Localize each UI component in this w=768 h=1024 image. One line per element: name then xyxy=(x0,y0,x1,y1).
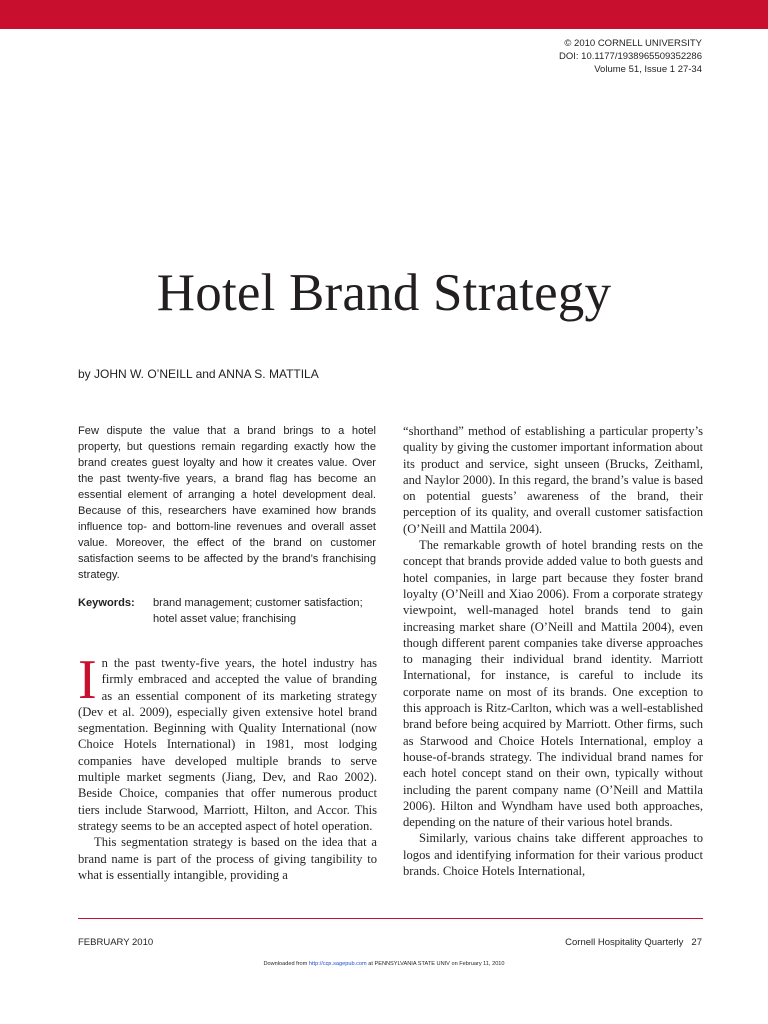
page-number: 27 xyxy=(691,937,702,948)
download-link[interactable]: http://cqx.sagepub.com xyxy=(308,961,367,967)
download-note xyxy=(0,960,768,968)
doi-line: DOI: 10.1177/1938965509352286 xyxy=(559,51,702,62)
footer-journal xyxy=(565,937,702,949)
body-paragraph: The remarkable growth of hotel branding rests on the concept that brands provide added value to both guests and hotel companies, in large part because they foster brand loyalty (O’Neill and Xiao 2006). From a corporate strategy viewpoint, well-managed hotel brands tend to gain increasing market share (O’Neill and Mattila 2004), even though different parent companies take diverse approaches to managing their individual brand identity. Marriott International, for instance, is careful to include its corporate name on most of its brands. One exception to this approach is Ritz-Carlton, which was a well-established brand before being acquired by Marriott. Other firms, such as Starwood and Choice Hotels International, employ a house-of-brands strategy. The individual brand names for each hotel concept stand on their own, typically without including the parent company name (O’Neill and Mattila 2006). Hilton and Wyndham have used both approaches, depending on the nature of their various hotel brands. xyxy=(403,538,703,830)
keywords-label: Keywords: xyxy=(78,597,135,609)
keywords xyxy=(78,596,378,627)
drop-cap: I xyxy=(78,649,97,711)
paragraph-text: n the past twenty-five years, the hotel industry has firmly embraced and accepted the value of branding as an essential component of its marketing strategy (Dev et al. 2009), especially given extensive hotel brand segmentation. Beginning with Quality International (now Choice Hotels International) in 1981, most lodging companies have developed multiple brands to serve multiple market segments (Jiang, Dev, and Rao 2002). Beside Choice, companies that offer numerous product tiers include Starwood, Marriott, Hilton, and Accor. This strategy seems to be an accepted aspect of hotel operation. xyxy=(78,656,377,833)
journal-name: Cornell Hospitality Quarterly xyxy=(565,937,684,948)
publication-info xyxy=(442,37,702,76)
footer-date: FEBRUARY 2010 xyxy=(78,937,154,948)
body-column-right xyxy=(403,423,703,879)
top-color-band xyxy=(0,0,768,29)
body-paragraph: “shorthand” method of establishing a particular property’s quality by giving the customer important information about its product and service, sight unseen (Brucks, Zeithaml, and Naylor 2000). In this regard, the brand’s value is based on potential guests’ awareness of the brand, their perception of its quality, and overall customer satisfaction (O’Neill and Mattila 2004). xyxy=(403,424,703,536)
byline: by JOHN W. O’NEILL and ANNA S. MATTILA xyxy=(78,367,319,381)
body-column-left xyxy=(78,649,377,883)
copyright-line: © 2010 CORNELL UNIVERSITY xyxy=(564,38,702,49)
footer-divider xyxy=(78,918,703,919)
keywords-list: brand management; customer satisfaction; hotel asset value; franchising xyxy=(153,597,363,625)
body-paragraph: Similarly, various chains take different approaches to logos and identifying information for their various product brands. Choice Hotels International, xyxy=(403,831,703,879)
download-suffix: at PENNSYLVANIA STATE UNIV on February 11, 2010 xyxy=(366,961,505,967)
article-title: Hotel Brand Strategy xyxy=(156,264,612,322)
volume-line: Volume 51, Issue 1 27-34 xyxy=(594,64,702,75)
body-paragraph xyxy=(78,649,377,834)
abstract: Few dispute the value that a brand brings to a hotel property, but questions remain regarding exactly how the brand creates guest loyalty and how it creates value. Over the past twenty-five years, a brand flag has become an essential element of arranging a hotel development deal. Because of this, researchers have examined how brands influence top- and bottom-line revenues and overall asset value. Moreover, the effect of the brand on customer satisfaction seems to be affected by the brand’s franchising strategy. xyxy=(78,425,376,581)
download-prefix: Downloaded from xyxy=(263,961,309,967)
body-paragraph: This segmentation strategy is based on the idea that a brand name is part of the process of giving tangibility to what is essentially intangible, providing a xyxy=(78,835,377,882)
